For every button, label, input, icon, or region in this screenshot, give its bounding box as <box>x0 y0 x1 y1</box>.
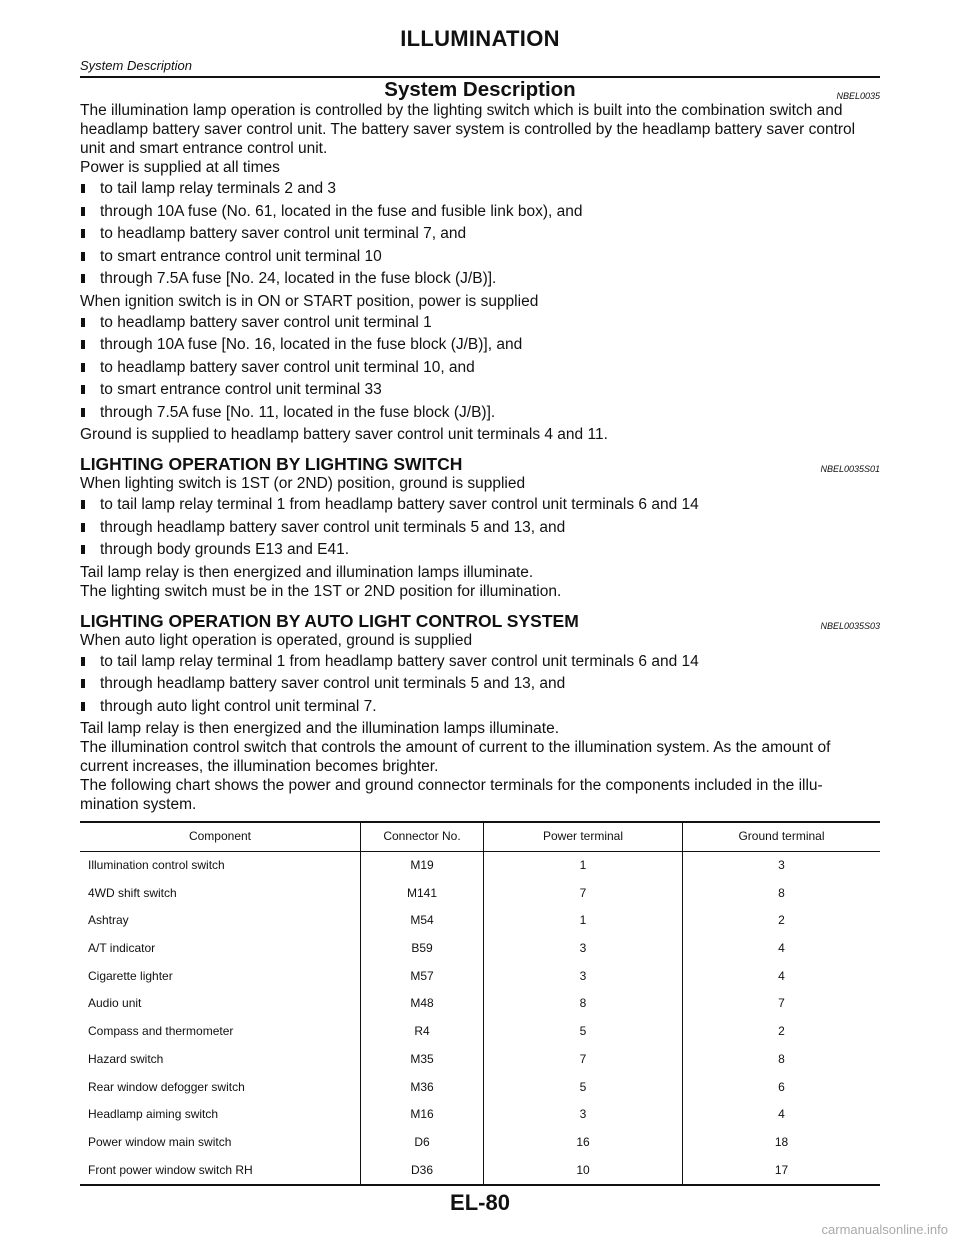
table-row <box>80 1073 880 1101</box>
table-cell: Compass and thermometer <box>80 1018 361 1046</box>
table-cell: 7 <box>484 1046 683 1074</box>
table-row <box>80 1156 880 1185</box>
column-header: Ground terminal <box>738 829 825 844</box>
column-header: Component <box>80 822 361 851</box>
list-item: to headlamp battery saver control unit terminal 1 <box>80 313 880 332</box>
table-row <box>80 962 880 990</box>
ground-text: Ground is supplied to headlamp battery saver control unit terminals 4 and 11. <box>80 426 608 443</box>
table-cell: 7 <box>778 996 785 1011</box>
lighting-switch-heading: LIGHTING OPERATION BY LIGHTING SWITCH <box>80 454 463 474</box>
table-row <box>80 935 880 963</box>
table-cell: 3 <box>484 962 683 990</box>
table-cell: 2 <box>778 1024 785 1039</box>
lighting-switch-lead: When lighting switch is 1ST (or 2ND) position, ground is supplied <box>80 475 526 492</box>
table-cell: M16 <box>361 1101 484 1129</box>
table-cell: 6 <box>778 1079 785 1094</box>
table-cell: B59 <box>361 935 484 963</box>
list-item: to smart entrance control unit terminal 33 <box>80 380 880 399</box>
list-item: through body grounds E13 and E41. <box>80 540 880 559</box>
lighting-switch-text-2: The lighting switch must be in the 1ST or 2ND position for illumination. <box>80 582 562 600</box>
table-row <box>80 879 880 907</box>
column-header: Connector No. <box>361 822 484 851</box>
auto-light-text-2: The illumination control switch that controls the amount of current to the illumination system. As the amount of current increases, the illumination becomes brighter. <box>80 739 831 775</box>
table-header-row <box>80 822 880 851</box>
ignition-lead: When ignition switch is in ON or START position, power is supplied <box>80 292 539 310</box>
table-cell: Power window main switch <box>80 1129 361 1157</box>
table-cell: 3 <box>778 858 785 873</box>
lighting-switch-heading-row <box>80 454 880 474</box>
table-cell: 8 <box>778 1051 785 1066</box>
page-content <box>80 79 880 1186</box>
table-cell: M141 <box>361 879 484 907</box>
table-cell: 16 <box>484 1129 683 1157</box>
ignition-list <box>80 313 880 422</box>
table-cell: 4 <box>778 941 785 956</box>
table-cell: 5 <box>484 1073 683 1101</box>
table-cell: 4WD shift switch <box>80 879 361 907</box>
header-title: ILLUMINATION <box>400 26 560 51</box>
list-item: to tail lamp relay terminal 1 from headlamp battery saver control unit terminals 6 and 14 <box>80 652 880 671</box>
table-cell: Headlamp aiming switch <box>80 1101 361 1129</box>
table-cell: D36 <box>361 1156 484 1185</box>
table-cell: Rear window defogger switch <box>80 1073 361 1101</box>
table-cell: 4 <box>778 1107 785 1122</box>
table-cell: Cigarette lighter <box>80 962 361 990</box>
table-cell: Illumination control switch <box>80 851 361 879</box>
list-item: to tail lamp relay terminals 2 and 3 <box>80 179 880 198</box>
table-cell: Audio unit <box>80 990 361 1018</box>
table-cell: R4 <box>361 1018 484 1046</box>
lighting-switch-text-1: Tail lamp relay is then energized and illumination lamps illuminate. <box>80 563 534 581</box>
table-row <box>80 990 880 1018</box>
list-item: to smart entrance control unit terminal 10 <box>80 247 880 266</box>
table-cell: 7 <box>484 879 683 907</box>
table-cell: 1 <box>484 907 683 935</box>
table-row <box>80 1046 880 1074</box>
table-cell: Front power window switch RH <box>80 1156 361 1185</box>
terminal-table <box>80 821 880 1186</box>
auto-light-lead: When auto light operation is operated, ground is supplied <box>80 631 473 649</box>
section-code: NBEL0035 <box>836 91 880 101</box>
watermark-text: carmanualsonline.info <box>821 1222 948 1237</box>
list-item: to headlamp battery saver control unit terminal 7, and <box>80 224 880 243</box>
table-cell: 8 <box>778 885 785 900</box>
table-cell: D6 <box>361 1129 484 1157</box>
auto-light-heading: LIGHTING OPERATION BY AUTO LIGHT CONTROL SYSTEM <box>80 610 579 631</box>
table-cell: 3 <box>484 935 683 963</box>
list-item: through 10A fuse (No. 61, located in the fuse and fusible link box), and <box>80 202 880 221</box>
table-body <box>80 851 880 1185</box>
lighting-switch-list <box>80 495 880 559</box>
list-item: through 7.5A fuse [No. 11, located in the fuse block (J/B)]. <box>80 403 880 422</box>
list-item: through 10A fuse [No. 16, located in the fuse block (J/B)], and <box>80 335 880 354</box>
table-cell: 10 <box>484 1156 683 1185</box>
auto-light-code: NBEL0035S03 <box>820 620 880 631</box>
list-item: through auto light control unit terminal 7. <box>80 697 880 716</box>
table-cell: M48 <box>361 990 484 1018</box>
table-cell: 4 <box>778 968 785 983</box>
list-item: to tail lamp relay terminal 1 from headlamp battery saver control unit terminals 6 and 14 <box>80 495 880 514</box>
table-cell: A/T indicator <box>80 935 361 963</box>
table-cell: Hazard switch <box>80 1046 361 1074</box>
table-row <box>80 851 880 879</box>
table-cell: M36 <box>361 1073 484 1101</box>
auto-light-text-1: Tail lamp relay is then energized and the illumination lamps illuminate. <box>80 720 560 737</box>
power-list <box>80 179 880 288</box>
lighting-switch-code: NBEL0035S01 <box>820 464 880 474</box>
section-title-row <box>80 79 880 101</box>
list-item: to headlamp battery saver control unit terminal 10, and <box>80 358 880 377</box>
section-title: System Description <box>384 78 576 101</box>
power-lead: Power is supplied at all times <box>80 159 280 176</box>
table-cell: M57 <box>361 962 484 990</box>
page-number: EL-80 <box>450 1190 510 1215</box>
intro-paragraph: The illumination lamp operation is controlled by the lighting switch which is built into the combination switch and headlamp battery saver control unit. The battery saver system is controlled by the headlamp battery saver control unit and smart entrance control unit. <box>80 102 856 157</box>
table-cell: 17 <box>774 1162 789 1177</box>
table-cell: M54 <box>361 907 484 935</box>
list-item: through headlamp battery saver control unit terminals 5 and 13, and <box>80 518 880 537</box>
table-cell: 8 <box>484 990 683 1018</box>
table-cell: 3 <box>484 1101 683 1129</box>
table-row <box>80 1101 880 1129</box>
table-cell: 18 <box>774 1134 789 1149</box>
column-header: Power terminal <box>484 822 683 851</box>
table-cell: 5 <box>484 1018 683 1046</box>
table-row <box>80 1018 880 1046</box>
auto-light-heading-row <box>80 611 880 631</box>
table-row <box>80 907 880 935</box>
auto-light-list <box>80 652 880 716</box>
table-cell: M35 <box>361 1046 484 1074</box>
page-header <box>80 26 880 78</box>
table-cell: M19 <box>361 851 484 879</box>
table-cell: 1 <box>484 851 683 879</box>
table-row <box>80 1129 880 1157</box>
header-subtitle: System Description <box>80 58 192 73</box>
list-item: through headlamp battery saver control unit terminals 5 and 13, and <box>80 674 880 693</box>
auto-light-text-3: The following chart shows the power and ground connector terminals for the components included in the illu- mination system. <box>80 777 823 813</box>
table-cell: Ashtray <box>80 907 361 935</box>
table-cell: 2 <box>778 913 785 928</box>
list-item: through 7.5A fuse [No. 24, located in the fuse block (J/B)]. <box>80 269 880 288</box>
